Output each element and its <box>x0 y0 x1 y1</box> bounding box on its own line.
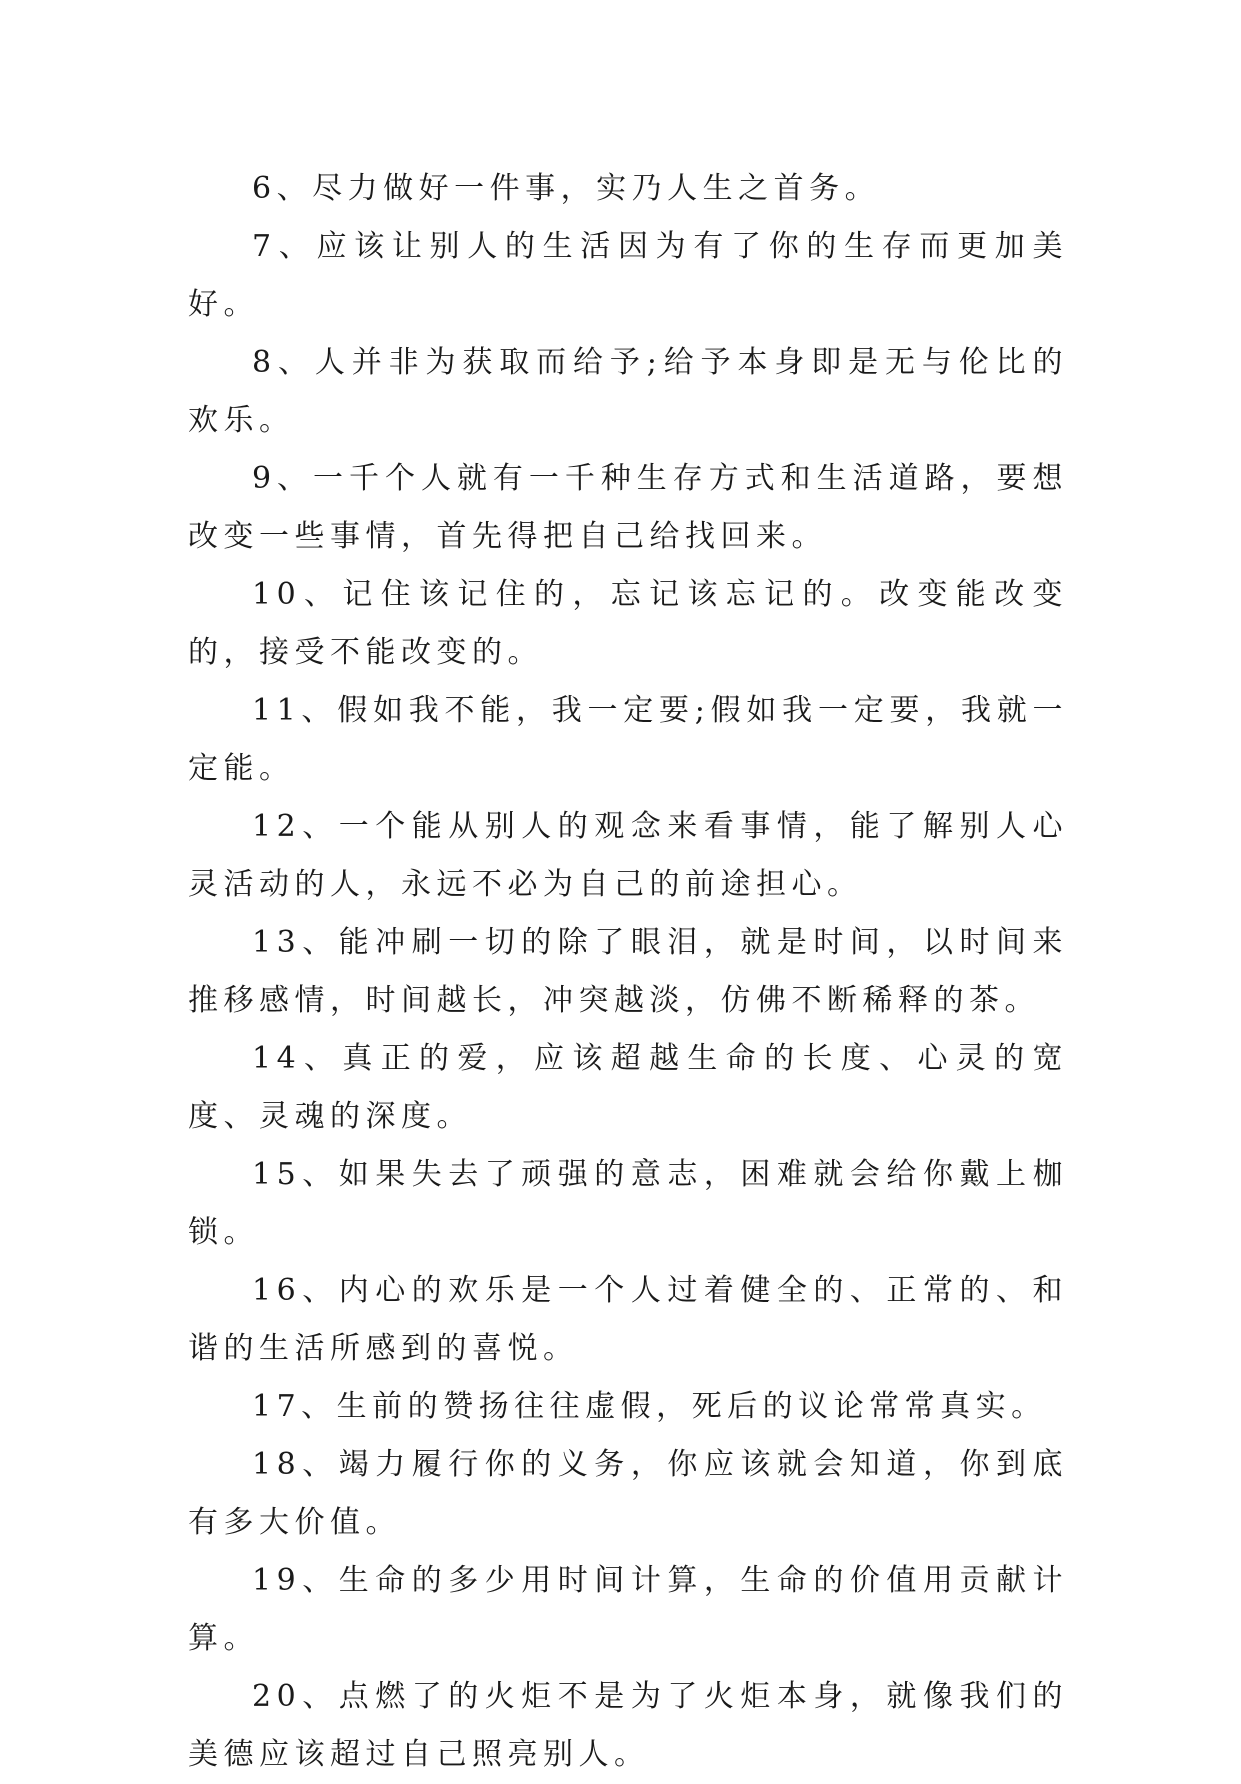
paragraph-11: 11、假如我不能，我一定要;假如我一定要，我就一定能。 <box>188 693 1068 786</box>
paragraph-12: 12、一个能从别人的观念来看事情，能了解别人心灵活动的人，永远不必为自己的前途担心。 <box>188 809 1068 902</box>
paragraph-19: 19、生命的多少用时间计算，生命的价值用贡献计算。 <box>188 1563 1068 1656</box>
paragraph-8: 8、人并非为获取而给予;给予本身即是无与伦比的欢乐。 <box>188 345 1068 438</box>
paragraph-13: 13、能冲刷一切的除了眼泪，就是时间，以时间来推移感情，时间越长，冲突越淡，仿佛不断稀释的茶。 <box>188 925 1068 1018</box>
paragraph-6: 6、尽力做好一件事，实乃人生之首务。 <box>252 171 881 206</box>
paragraph-16: 16、内心的欢乐是一个人过着健全的、正常的、和谐的生活所感到的喜悦。 <box>188 1273 1068 1366</box>
paragraph-14: 14、真正的爱，应该超越生命的长度、心灵的宽度、灵魂的深度。 <box>188 1041 1068 1134</box>
paragraph-9: 9、一千个人就有一千种生存方式和生活道路，要想改变一些事情，首先得把自己给找回来。 <box>188 461 1068 554</box>
paragraph-20: 20、点燃了的火炬不是为了火炬本身，就像我们的美德应该超过自己照亮别人。 <box>188 1679 1068 1772</box>
paragraph-7: 7、应该让别人的生活因为有了你的生存而更加美好。 <box>188 229 1068 322</box>
paragraph-15: 15、如果失去了顽强的意志，困难就会给你戴上枷锁。 <box>188 1157 1068 1250</box>
paragraph-17: 17、生前的赞扬往往虚假，死后的议论常常真实。 <box>252 1389 1047 1424</box>
paragraph-10: 10、记住该记住的，忘记该忘记的。改变能改变的，接受不能改变的。 <box>188 577 1068 670</box>
document-body <box>188 160 1068 1784</box>
paragraph-18: 18、竭力履行你的义务，你应该就会知道，你到底有多大价值。 <box>188 1447 1068 1540</box>
